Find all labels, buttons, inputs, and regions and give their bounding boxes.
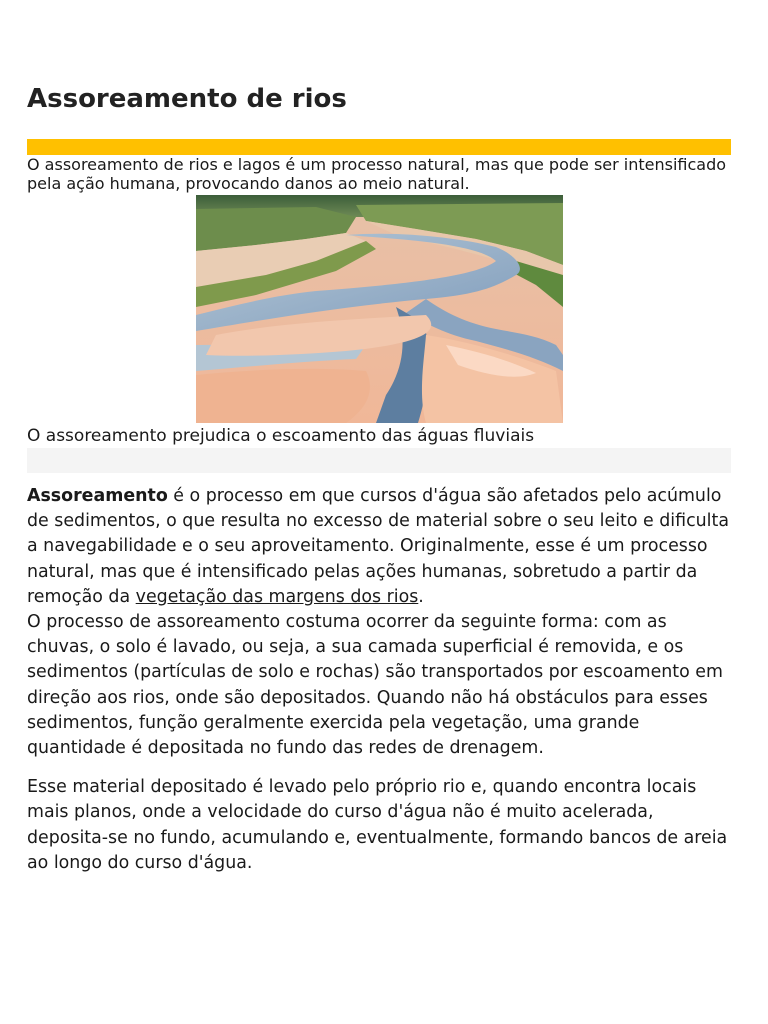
intro-text: O assoreamento de rios e lagos é um processo natural, mas que pode ser intensificado pela ação humana, provocando danos ao meio natural. — [27, 155, 727, 193]
accent-bar — [27, 139, 731, 155]
article-body — [27, 484, 731, 876]
key-term: Assoreamento — [27, 486, 168, 506]
vegetation-link[interactable]: vegetação das margens dos rios — [135, 586, 419, 607]
river-photo — [196, 195, 563, 423]
paragraph-1-text-a: é o processo em que cursos d'água são afetados pelo acúmulo de sedimentos, o que resulta no excesso de material sobre o seu leito e dificulta a navegabilidade e o seu aproveitamento. Originalmente, esse é um processo natural, mas que é intensificado pelas ações humanas, sobretudo a partir da remoção da — [27, 486, 729, 607]
page-title: Assoreamento de rios — [27, 84, 347, 114]
figure-caption: O assoreamento prejudica o escoamento das águas fluviais — [27, 426, 535, 446]
caption-band — [27, 448, 731, 473]
paragraph-3: Esse material depositado é levado pelo próprio rio e, quando encontra locais mais planos, onde a velocidade do curso d'água não é muito acelerada, deposita-se no fundo, acumulando e, eventualmente, formando bancos de areia ao longo do curso d'água. — [27, 777, 728, 873]
paragraph-1-text-b: . — [418, 586, 424, 607]
paragraph-2: O processo de assoreamento costuma ocorrer da seguinte forma: com as chuvas, o solo é lavado, ou seja, a sua camada superficial é removida, e os sedimentos (partículas de solo e rochas) são transportados por escoamento em direção aos rios, onde são depositados. Quando não há obstáculos para esses sedimentos, função geralmente exercida pela vegetação, uma grande quantidade é depositada no fundo das redes de drenagem. — [27, 612, 723, 759]
paragraph-1 — [27, 484, 731, 610]
